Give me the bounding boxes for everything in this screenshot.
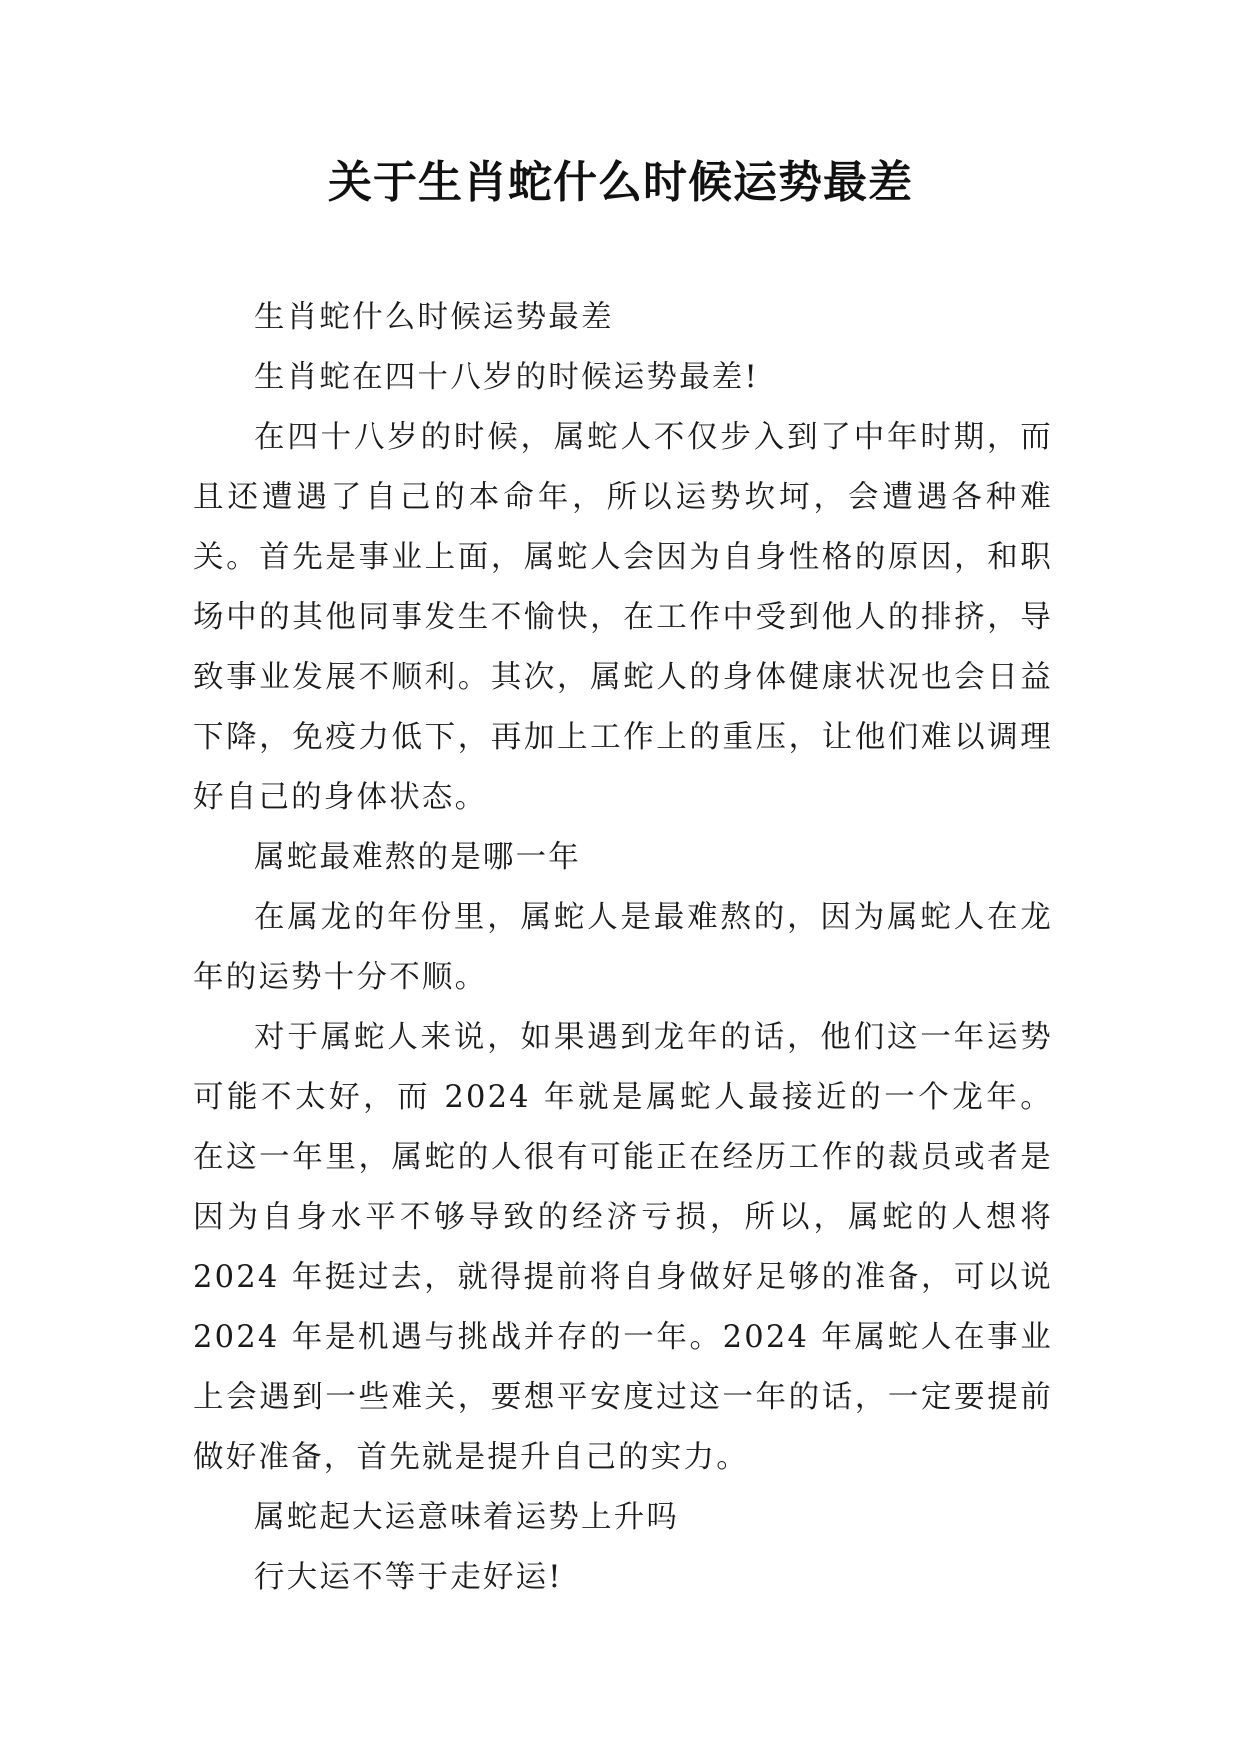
document-title: 关于生肖蛇什么时候运势最差 [328,157,913,208]
paragraph-2024-details: 对于属蛇人来说，如果遇到龙年的话，他们这一年运势可能不太好，而 2024 年就是属蛇人最接近的一个龙年。在这一年里，属蛇的人很有可能正在经历工作的裁员或者是因为自身水平不够导致的经济亏损，所以，属蛇的人想将 2024 年挺过去，就得提前将自身做好足够的准备，可以说 2024 年是机遇与挑战并存的一年。2024 年属蛇人在事业上会遇到一些难关，要想平安度过这一年的话，一定要提前做好准备，首先就是提升自己的实力。 [193,1020,1053,1475]
paragraph-answer-age: 生肖蛇在四十八岁的时候运势最差! [254,360,759,395]
paragraph-subheading-hardest-year: 属蛇最难熬的是哪一年 [254,840,581,875]
paragraph-subheading-worst-time: 生肖蛇什么时候运势最差 [254,300,614,335]
document-body [193,288,1053,1608]
paragraph-age-details: 在四十八岁的时候，属蛇人不仅步入到了中年时期，而且还遭遇了自己的本命年，所以运势坎坷，会遭遇各种难关。首先是事业上面，属蛇人会因为自身性格的原因，和职场中的其他同事发生不愉快，在工作中受到他人的排挤，导致事业发展不顺利。其次，属蛇人的身体健康状况也会日益下降，免疫力低下，再加上工作上的重压，让他们难以调理好自己的身体状态。 [193,420,1053,815]
paragraph-subheading-great-luck: 属蛇起大运意味着运势上升吗 [254,1500,680,1535]
paragraph-dragon-year: 在属龙的年份里，属蛇人是最难熬的，因为属蛇人在龙年的运势十分不顺。 [193,900,1053,995]
paragraph-great-luck-answer: 行大运不等于走好运! [254,1560,563,1595]
